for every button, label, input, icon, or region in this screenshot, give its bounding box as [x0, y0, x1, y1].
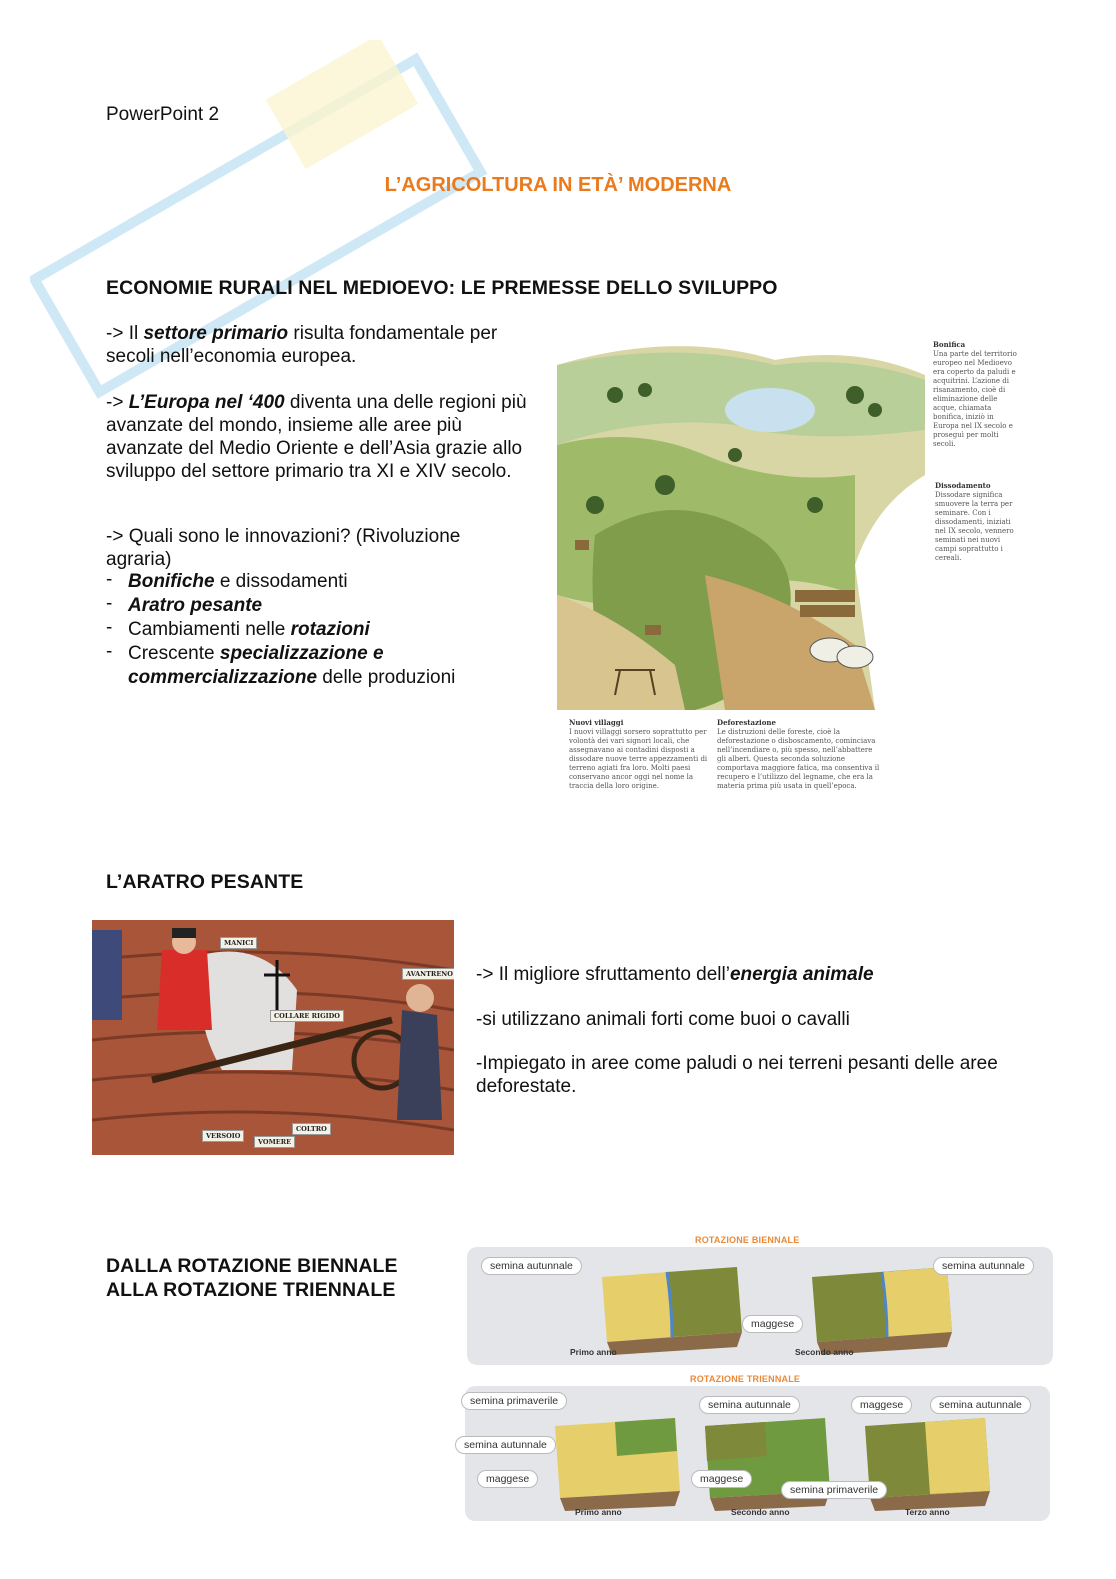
- document-label: PowerPoint 2: [106, 104, 220, 125]
- section-heading-economie: ECONOMIE RURALI NEL MEDIOEVO: LE PREMESSE DELLO SVILUPPO: [106, 277, 778, 299]
- list-item: - Crescente specializzazione e commercializzazione delle produzioni: [106, 642, 526, 690]
- caption-nuovi-villaggi: Nuovi villaggi I nuovi villaggi sorsero soprattutto per volontà dei vari signori locali, che assegnavano ai contadini disposti a dissodare nuove terre appezzamenti di terreno agiati fra loro. Molti paesi conservano ancor oggi nel nome la traccia della loro origine.: [569, 718, 708, 790]
- list-item: - Aratro pesante: [106, 594, 526, 618]
- label-semina-autunnale: semina autunnale: [933, 1257, 1034, 1275]
- label-collare-rigido: COLLARE RIGIDO: [270, 1010, 344, 1022]
- rotazione-triennale-title: ROTAZIONE TRIENNALE: [690, 1374, 801, 1384]
- year-label: Terzo anno: [905, 1507, 950, 1517]
- label-semina-primaverile: semina primaverile: [461, 1392, 567, 1410]
- section-heading-rotazione: DALLA ROTAZIONE BIENNALE ALLA ROTAZIONE TRIENNALE: [106, 1255, 398, 1301]
- aratro-line-animali: -si utilizzano animali forti come buoi o cavalli: [476, 1009, 850, 1030]
- label-maggese: maggese: [851, 1396, 912, 1414]
- caption-bonifica: Bonifica Una parte del territorio europeo nel Medioevo era coperto da paludi e acquitrini. L’azione di risanamento, cioè di eliminazione delle acque, chiamata bonifica, iniziò in Europa nel IX secolo e proseguì per molti secoli.: [933, 340, 1017, 448]
- label-maggese: maggese: [477, 1470, 538, 1488]
- paragraph-settore-primario: -> Il settore primario risulta fondamentale per secoli nell’economia europea.: [106, 323, 498, 367]
- section-heading-aratro: L’ARATRO PESANTE: [106, 871, 304, 893]
- year-label: Primo anno: [570, 1347, 617, 1357]
- caption-deforestazione: Deforestazione Le distruzioni delle foreste, cioè la deforestazione o disboscamento, cominciava nell’incendiare o, più spesso, nell’abbattere gli alberi. Questa seconda soluzione comportava maggiore fatica, ma consentiva il recupero e l’utilizzo del legname, che era la materia prima più usata in quell’epoca.: [717, 718, 880, 790]
- plough-illustration: [92, 920, 454, 1155]
- list-item: - Bonifiche e dissodamenti: [106, 570, 526, 594]
- rotazione-biennale-panel: [467, 1247, 1053, 1365]
- label-avantreno: AVANTRENO: [402, 968, 454, 980]
- list-item: - Cambiamenti nelle rotazioni: [106, 618, 526, 642]
- innovations-list: [106, 570, 526, 690]
- paragraph-europa-400: -> L’Europa nel ‘400 diventa una delle regioni più avanzate del mondo, insieme alle aree più avanzate del Medio Oriente e dell’Asia grazie allo sviluppo del settore primario tra XI e XIV secolo.: [106, 392, 527, 482]
- label-semina-autunnale: semina autunnale: [455, 1436, 556, 1454]
- aratro-line-energia: -> Il migliore sfruttamento dell’energia animale: [476, 964, 874, 985]
- label-semina-autunnale: semina autunnale: [930, 1396, 1031, 1414]
- year-label: Secondo anno: [795, 1347, 854, 1357]
- page-title: L’AGRICOLTURA IN ETÀ’ MODERNA: [384, 174, 732, 196]
- year-label: Primo anno: [575, 1507, 622, 1517]
- label-semina-primaverile: semina primaverile: [781, 1481, 887, 1499]
- caption-dissodamento: Dissodamento Dissodare significa smuovere la terra per seminare. Con i dissodamenti, iniziati nel IX secolo, vennero seminati nei nuovi campi soprattutto i cereali.: [935, 481, 1014, 562]
- year-label: Secondo anno: [731, 1507, 790, 1517]
- aratro-line-terreni: -Impiegato in aree come paludi o nei terreni pesanti delle aree deforestate.: [476, 1053, 998, 1097]
- label-coltro: COLTRO: [292, 1123, 331, 1135]
- label-versoio: VERSOIO: [202, 1130, 244, 1142]
- rotazione-triennale-panel: [465, 1386, 1050, 1521]
- label-semina-autunnale: semina autunnale: [481, 1257, 582, 1275]
- label-vomere: VOMERE: [254, 1136, 295, 1148]
- rotazione-biennale-title: ROTAZIONE BIENNALE: [695, 1235, 800, 1245]
- medieval-landscape-figure: [555, 335, 1020, 800]
- paragraph-innovazioni: -> Quali sono le innovazioni? (Rivoluzione agraria): [106, 526, 461, 570]
- heavy-plough-figure: [92, 920, 454, 1155]
- label-maggese: maggese: [742, 1315, 803, 1333]
- label-semina-autunnale: semina autunnale: [699, 1396, 800, 1414]
- label-maggese: maggese: [691, 1470, 752, 1488]
- label-manici: MANICI: [220, 937, 257, 949]
